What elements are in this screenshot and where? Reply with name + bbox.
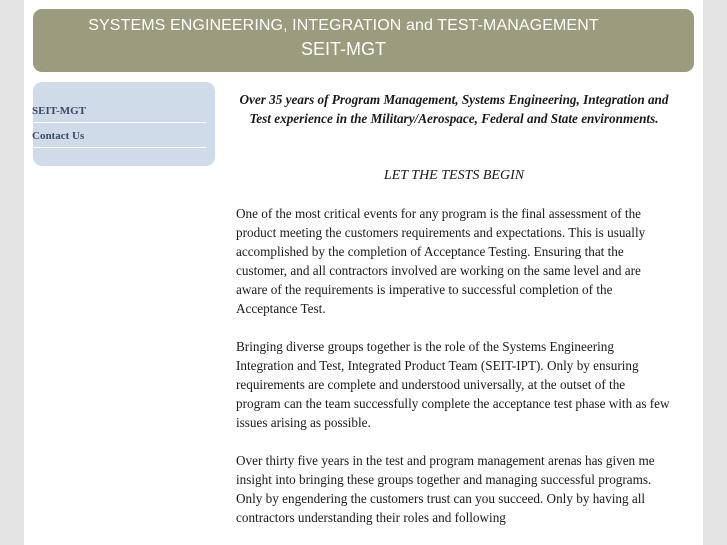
nav-item-seit-mgt[interactable]: SEIT-MGT xyxy=(24,99,206,123)
site-banner xyxy=(33,9,694,72)
paragraph-3: Over thirty five years in the test and program management arenas has given me insight into bringing these groups together and managing successful programs. Only by engendering the customers trust can you succeed. Only by having all contractors understanding their roles and following xyxy=(236,453,655,525)
section-heading: LET THE TESTS BEGIN xyxy=(383,168,525,183)
main-content xyxy=(236,90,672,527)
paragraph-2: Bringing diverse groups together is the role of the Systems Engineering Integration and Test, Integrated Product Team (SEIT-IPT). Only by ensuring requirements are complete and understood universally, at the outset of the program can the team successfully complete the acceptance test phase with as few issues arising as possible. xyxy=(236,339,670,430)
intro-text: Over 35 years of Program Management, Systems Engineering, Integration and Test experience in the Military/Aerospace, Federal and State environments. xyxy=(239,92,669,126)
site-subtitle: SEIT-MGT xyxy=(301,39,386,59)
paragraph-1: One of the most critical events for any program is the final assessment of the product meeting the customers requirements and expectations. This is usually accomplished by the completion of Acceptance Testing. Ensuring that the customer, and all contractors involved are working on the same level and are aware of the requirements is imperative to successful completion of the Acceptance Test. xyxy=(236,206,646,316)
nav-item-contact-us[interactable]: Contact Us xyxy=(24,124,206,148)
page-container xyxy=(24,0,703,545)
site-title: SYSTEMS ENGINEERING, INTEGRATION and TEST-MANAGEMENT xyxy=(88,17,599,34)
